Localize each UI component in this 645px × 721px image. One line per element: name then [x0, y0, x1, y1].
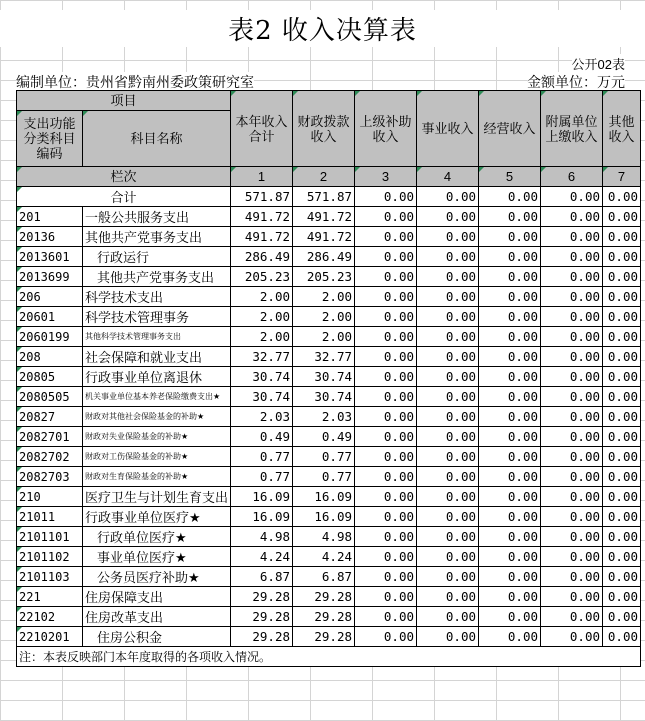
row-value: 0.00: [355, 367, 417, 387]
header-col5: 经营收入: [479, 91, 541, 167]
row-name: 住房改革支出: [83, 607, 231, 627]
row-name: 行政运行: [83, 247, 231, 267]
table-row: [17, 447, 641, 467]
row-code: 2101103: [17, 567, 83, 587]
row-value: 0.00: [541, 587, 603, 607]
row-value: 0.00: [479, 507, 541, 527]
row-value: 30.74: [293, 367, 355, 387]
row-value: 0.00: [541, 327, 603, 347]
header-col1: 本年收入合计: [231, 91, 293, 167]
row-name: 住房保障支出: [83, 587, 231, 607]
row-value: 0.00: [355, 387, 417, 407]
row-value: 0.00: [355, 447, 417, 467]
row-value: 4.98: [231, 527, 293, 547]
row-value: 30.74: [293, 387, 355, 407]
row-name: 科学技术管理事务: [83, 307, 231, 327]
row-name: 行政事业单位医疗★: [83, 507, 231, 527]
row-value: 0.00: [479, 387, 541, 407]
header-name: 科目名称: [83, 111, 231, 167]
row-value: 0.00: [479, 587, 541, 607]
row-value: 0.00: [603, 327, 641, 347]
row-value: 0.00: [417, 367, 479, 387]
row-name: 行政事业单位离退休: [83, 367, 231, 387]
row-value: 0.00: [541, 447, 603, 467]
row-value: 0.00: [479, 447, 541, 467]
row-value: 29.28: [231, 607, 293, 627]
row-value: 0.00: [417, 607, 479, 627]
table-row: [17, 327, 641, 347]
row-name: 公务员医疗补助★: [83, 567, 231, 587]
row-value: 0.00: [603, 227, 641, 247]
row-value: 0.00: [541, 487, 603, 507]
row-value: 0.00: [479, 287, 541, 307]
total-row: [17, 187, 641, 207]
row-value: 0.00: [541, 467, 603, 487]
row-value: 0.00: [603, 287, 641, 307]
row-value: 30.74: [231, 367, 293, 387]
row-value: 0.00: [541, 347, 603, 367]
row-value: 0.00: [541, 627, 603, 647]
row-code: 221: [17, 587, 83, 607]
row-value: 0.00: [479, 607, 541, 627]
row-name: 事业单位医疗★: [83, 547, 231, 567]
table-row: [17, 467, 641, 487]
row-value: 4.98: [293, 527, 355, 547]
row-value: 286.49: [231, 247, 293, 267]
table-row: [17, 427, 641, 447]
col-number: 7: [603, 167, 641, 187]
row-value: 30.74: [231, 387, 293, 407]
row-value: 0.00: [417, 487, 479, 507]
row-value: 0.00: [355, 307, 417, 327]
row-value: 0.00: [541, 407, 603, 427]
row-value: 6.87: [293, 567, 355, 587]
row-value: 16.09: [293, 507, 355, 527]
total-value: 0.00: [417, 187, 479, 207]
row-value: 0.00: [541, 567, 603, 587]
header-col2: 财政拨款收入: [293, 91, 355, 167]
row-value: 0.00: [355, 507, 417, 527]
row-code: 2210201: [17, 627, 83, 647]
row-value: 0.00: [541, 507, 603, 527]
total-value: 0.00: [479, 187, 541, 207]
row-value: 0.00: [541, 547, 603, 567]
col-number: 2: [293, 167, 355, 187]
row-value: 0.00: [417, 267, 479, 287]
row-name: 财政对失业保险基金的补助★: [83, 427, 231, 447]
table-row: [17, 307, 641, 327]
table-row: [17, 607, 641, 627]
row-code: 20827: [17, 407, 83, 427]
row-code: 2060199: [17, 327, 83, 347]
row-value: 0.00: [417, 207, 479, 227]
row-name: 其他共产党事务支出: [83, 227, 231, 247]
row-code: 208: [17, 347, 83, 367]
total-value: 571.87: [293, 187, 355, 207]
row-code: 201: [17, 207, 83, 227]
row-value: 0.00: [603, 407, 641, 427]
row-value: 0.00: [355, 407, 417, 427]
row-value: 0.00: [479, 227, 541, 247]
row-value: 2.00: [231, 307, 293, 327]
table-row: [17, 547, 641, 567]
row-value: 0.00: [417, 347, 479, 367]
table-row: [17, 367, 641, 387]
row-value: 29.28: [231, 587, 293, 607]
row-value: 16.09: [231, 487, 293, 507]
row-value: 0.00: [417, 287, 479, 307]
row-value: 491.72: [231, 207, 293, 227]
row-name: 行政单位医疗★: [83, 527, 231, 547]
row-value: 0.00: [479, 527, 541, 547]
row-value: 0.49: [231, 427, 293, 447]
row-value: 205.23: [231, 267, 293, 287]
row-value: 0.00: [417, 627, 479, 647]
table-row: [17, 207, 641, 227]
col-number: 3: [355, 167, 417, 187]
row-value: 0.00: [417, 467, 479, 487]
row-value: 0.00: [355, 627, 417, 647]
row-value: 286.49: [293, 247, 355, 267]
total-value: 0.00: [541, 187, 603, 207]
row-code: 206: [17, 287, 83, 307]
row-value: 0.00: [603, 547, 641, 567]
row-value: 0.00: [541, 527, 603, 547]
row-value: 0.00: [479, 407, 541, 427]
row-value: 0.00: [355, 287, 417, 307]
row-value: 0.49: [293, 427, 355, 447]
table-row: [17, 567, 641, 587]
amount-unit: 金额单位：万元: [527, 74, 625, 90]
total-value: 571.87: [231, 187, 293, 207]
row-value: 0.00: [417, 507, 479, 527]
row-value: 29.28: [293, 587, 355, 607]
row-value: 0.00: [479, 487, 541, 507]
row-value: 6.87: [231, 567, 293, 587]
row-value: 0.00: [355, 347, 417, 367]
row-name: 其他共产党事务支出: [83, 267, 231, 287]
row-value: 0.00: [355, 587, 417, 607]
table-row: [17, 507, 641, 527]
row-value: 0.00: [541, 247, 603, 267]
row-name: 社会保障和就业支出: [83, 347, 231, 367]
header-code: 支出功能分类科目编码: [17, 111, 83, 167]
table-row: [17, 227, 641, 247]
row-value: 0.00: [603, 447, 641, 467]
row-value: 0.00: [479, 307, 541, 327]
form-number: 公开02表: [572, 54, 625, 73]
row-value: 0.00: [355, 227, 417, 247]
row-value: 0.00: [479, 327, 541, 347]
row-value: 2.00: [231, 327, 293, 347]
total-label: 合计: [17, 187, 231, 207]
row-value: 0.00: [603, 567, 641, 587]
row-value: 0.00: [355, 267, 417, 287]
row-code: 2082701: [17, 427, 83, 447]
row-value: 0.00: [603, 247, 641, 267]
row-value: 0.00: [541, 287, 603, 307]
row-name: 机关事业单位基本养老保险缴费支出★: [83, 387, 231, 407]
row-value: 0.00: [603, 207, 641, 227]
row-code: 22102: [17, 607, 83, 627]
row-value: 0.00: [355, 527, 417, 547]
row-value: 0.00: [541, 427, 603, 447]
row-value: 2.00: [293, 327, 355, 347]
row-value: 0.00: [417, 427, 479, 447]
header-col6: 附属单位上缴收入: [541, 91, 603, 167]
row-value: 0.00: [603, 267, 641, 287]
row-code: 2101102: [17, 547, 83, 567]
row-value: 0.00: [479, 367, 541, 387]
row-value: 29.28: [231, 627, 293, 647]
row-value: 0.00: [479, 247, 541, 267]
row-code: 20805: [17, 367, 83, 387]
row-value: 0.00: [355, 327, 417, 347]
row-value: 0.00: [355, 207, 417, 227]
row-name: 财政对其他社会保险基金的补助★: [83, 407, 231, 427]
row-value: 0.00: [603, 607, 641, 627]
header-item: 项目: [17, 91, 231, 111]
row-code: 20601: [17, 307, 83, 327]
row-code: 2101101: [17, 527, 83, 547]
row-value: 0.00: [603, 587, 641, 607]
row-value: 0.00: [541, 267, 603, 287]
row-value: 29.28: [293, 607, 355, 627]
header-col3: 上级补助收入: [355, 91, 417, 167]
row-value: 0.00: [479, 627, 541, 647]
row-value: 2.00: [293, 287, 355, 307]
row-code: 2013601: [17, 247, 83, 267]
row-name: 财政对生育保险基金的补助★: [83, 467, 231, 487]
row-value: 0.00: [479, 467, 541, 487]
row-value: 0.00: [417, 547, 479, 567]
row-value: 2.00: [293, 307, 355, 327]
row-value: 0.00: [417, 407, 479, 427]
row-name: 住房公积金: [83, 627, 231, 647]
table-row: [17, 627, 641, 647]
row-value: 2.00: [231, 287, 293, 307]
income-table: [16, 90, 641, 667]
row-value: 0.00: [541, 387, 603, 407]
row-value: 205.23: [293, 267, 355, 287]
row-code: 210: [17, 487, 83, 507]
row-value: 4.24: [231, 547, 293, 567]
row-value: 0.00: [603, 487, 641, 507]
table-row: [17, 267, 641, 287]
page-title: 表2 收入决算表: [0, 10, 645, 47]
row-value: 0.00: [541, 367, 603, 387]
row-value: 16.09: [231, 507, 293, 527]
row-value: 0.00: [417, 227, 479, 247]
row-value: 0.77: [293, 467, 355, 487]
row-value: 0.00: [541, 307, 603, 327]
row-value: 0.00: [417, 307, 479, 327]
row-value: 0.00: [417, 587, 479, 607]
row-name: 一般公共服务支出: [83, 207, 231, 227]
row-value: 0.00: [603, 367, 641, 387]
row-code: 2080505: [17, 387, 83, 407]
row-value: 0.00: [355, 567, 417, 587]
row-value: 0.00: [417, 527, 479, 547]
table-row: [17, 247, 641, 267]
row-value: 0.77: [231, 447, 293, 467]
row-value: 0.00: [417, 567, 479, 587]
row-value: 0.00: [603, 387, 641, 407]
row-value: 32.77: [293, 347, 355, 367]
row-value: 0.00: [479, 267, 541, 287]
header-lanci: 栏次: [17, 167, 231, 187]
row-code: 2082702: [17, 447, 83, 467]
row-code: 2013699: [17, 267, 83, 287]
header-col4: 事业收入: [417, 91, 479, 167]
table-row: [17, 387, 641, 407]
col-number: 6: [541, 167, 603, 187]
row-value: 0.00: [417, 247, 479, 267]
row-value: 0.00: [479, 427, 541, 447]
col-number: 5: [479, 167, 541, 187]
table-row: [17, 407, 641, 427]
note-row: [17, 647, 641, 667]
row-value: 0.00: [355, 247, 417, 267]
table-row: [17, 347, 641, 367]
row-value: 4.24: [293, 547, 355, 567]
row-value: 0.00: [355, 607, 417, 627]
compiling-unit: 编制单位：贵州省黔南州委政策研究室: [16, 74, 254, 90]
table-note: 注：本表反映部门本年度取得的各项收入情况。: [17, 647, 641, 667]
row-value: 0.00: [417, 387, 479, 407]
row-value: 0.77: [293, 447, 355, 467]
row-value: 0.77: [231, 467, 293, 487]
total-value: 0.00: [355, 187, 417, 207]
row-value: 2.03: [293, 407, 355, 427]
row-code: 20136: [17, 227, 83, 247]
row-value: 0.00: [479, 567, 541, 587]
table-row: [17, 587, 641, 607]
row-value: 0.00: [603, 307, 641, 327]
row-value: 0.00: [355, 427, 417, 447]
row-value: 0.00: [355, 467, 417, 487]
total-value: 0.00: [603, 187, 641, 207]
row-value: 0.00: [603, 507, 641, 527]
row-name: 财政对工伤保险基金的补助★: [83, 447, 231, 467]
row-name: 科学技术支出: [83, 287, 231, 307]
row-value: 0.00: [541, 607, 603, 627]
row-value: 0.00: [355, 547, 417, 567]
row-value: 29.28: [293, 627, 355, 647]
table-row: [17, 287, 641, 307]
row-value: 491.72: [231, 227, 293, 247]
row-value: 0.00: [603, 527, 641, 547]
row-name: 医疗卫生与计划生育支出: [83, 487, 231, 507]
row-value: 0.00: [417, 447, 479, 467]
row-code: 21011: [17, 507, 83, 527]
row-value: 0.00: [479, 547, 541, 567]
row-value: 0.00: [479, 347, 541, 367]
col-number: 4: [417, 167, 479, 187]
table-row: [17, 487, 641, 507]
row-value: 0.00: [541, 227, 603, 247]
col-number: 1: [231, 167, 293, 187]
row-value: 0.00: [603, 347, 641, 367]
row-value: 16.09: [293, 487, 355, 507]
header-col7: 其他收入: [603, 91, 641, 167]
table-row: [17, 527, 641, 547]
row-value: 0.00: [541, 207, 603, 227]
row-code: 2082703: [17, 467, 83, 487]
row-value: 2.03: [231, 407, 293, 427]
row-value: 491.72: [293, 207, 355, 227]
row-value: 0.00: [355, 487, 417, 507]
row-value: 0.00: [603, 627, 641, 647]
row-value: 0.00: [417, 327, 479, 347]
row-value: 0.00: [479, 207, 541, 227]
row-name: 其他科学技术管理事务支出: [83, 327, 231, 347]
row-value: 32.77: [231, 347, 293, 367]
row-value: 491.72: [293, 227, 355, 247]
row-value: 0.00: [603, 467, 641, 487]
row-value: 0.00: [603, 427, 641, 447]
